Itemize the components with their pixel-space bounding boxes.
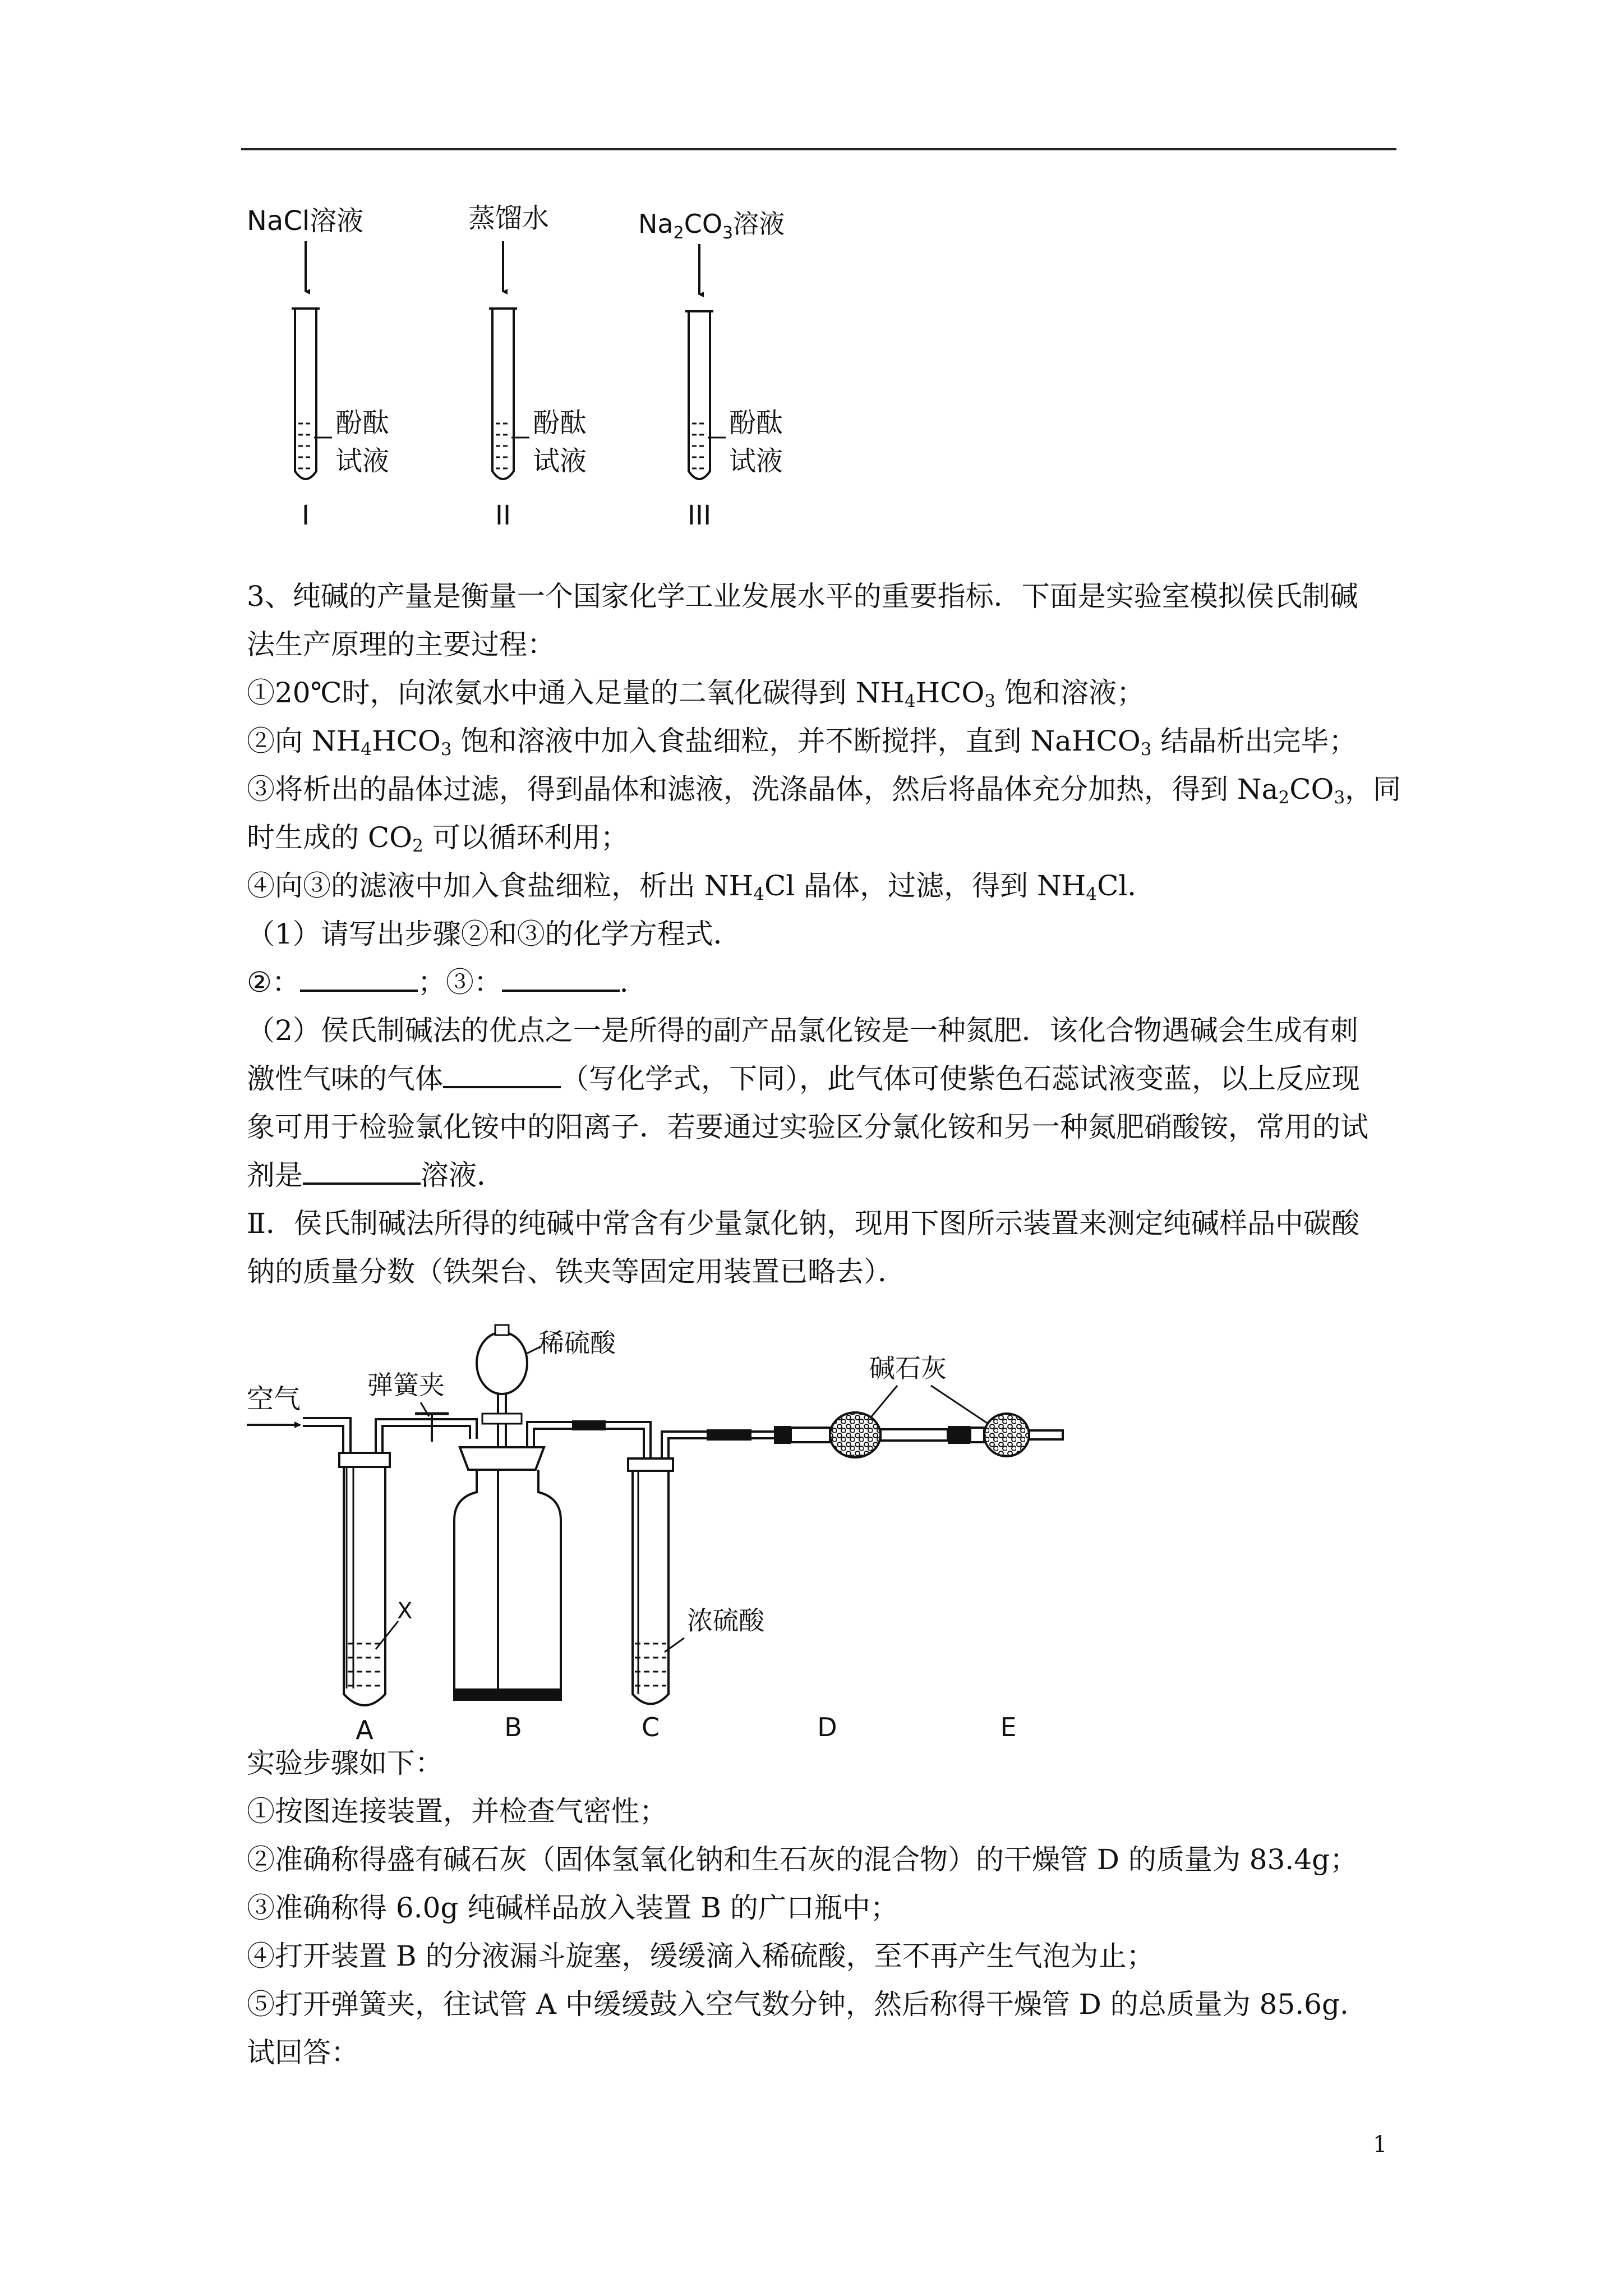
label-d: D bbox=[817, 1712, 837, 1742]
soda-lime-label: 碱石灰 bbox=[869, 1353, 947, 1383]
q3-part-1: （1）请写出步骤②和③的化学方程式． bbox=[247, 918, 741, 950]
bottle-b bbox=[454, 1447, 561, 1700]
clamp-label: 弹簧夹 bbox=[367, 1370, 445, 1400]
q3-part-2-line3: 象可用于检验氯化铵中的阳离子．若要通过实验区分氯化铵和另一种氮肥硝酸铵，常用的试 bbox=[247, 1111, 1368, 1143]
tube-1-indicator-2: 试液 bbox=[335, 445, 390, 477]
separating-funnel bbox=[477, 1325, 527, 1694]
answer-blank-2[interactable] bbox=[502, 958, 620, 992]
tube-2-label: II bbox=[495, 500, 511, 531]
tube-3-indicator-1: 酚酞 bbox=[729, 407, 783, 439]
label-c: C bbox=[641, 1712, 660, 1742]
section-ii-line2: 钠的质量分数（铁架台、铁夹等固定用装置已略去）． bbox=[247, 1255, 906, 1288]
step-5: ⑤打开弹簧夹，往试管 A 中缓缓鼓入空气数分钟，然后称得干燥管 D 的总质量为 85.6g. bbox=[247, 1988, 1349, 2021]
tube-1-indicator-1: 酚酞 bbox=[335, 407, 390, 439]
tube-3 bbox=[638, 209, 785, 531]
q3-part-2-line1: （2）侯氏制碱法的优点之一是所得的副产品氯化铵是一种氮肥．该化合物遇碱会生成有刺 bbox=[247, 1014, 1358, 1047]
tube-1-label: I bbox=[301, 500, 310, 531]
tube-2 bbox=[468, 203, 587, 531]
x-label: X bbox=[397, 1598, 413, 1624]
tube-a bbox=[339, 1453, 412, 1705]
q3-step-1: ①20℃时，向浓氨水中通入足量的二氧化碳得到 $NH_4HCO_3$ 饱和溶液； bbox=[247, 677, 1145, 711]
tube-2-indicator-1: 酚酞 bbox=[533, 407, 587, 439]
answer-blank-3[interactable] bbox=[443, 1055, 561, 1088]
answer-blank-1[interactable] bbox=[300, 958, 418, 992]
q3-part-1-answers: ②： ；③： ． bbox=[247, 958, 1413, 1006]
tube-3-label: III bbox=[687, 500, 712, 531]
label-e: E bbox=[1000, 1712, 1017, 1742]
tube-2-indicator-2: 试液 bbox=[533, 445, 587, 477]
q3-step-3-cont: 时生成的 $CO_2$ 可以循环利用； bbox=[247, 821, 629, 856]
q3-step-2: ②向 $NH_4HCO_3$ 饱和溶液中加入食盐细粒，并不断搅拌，直到 NaHCO$_3$ 结晶析出完毕； bbox=[247, 725, 1357, 760]
tube-3-reagent: $Na_2CO_3$溶液 bbox=[638, 209, 785, 243]
tube-3-indicator-2: 试液 bbox=[729, 445, 783, 477]
drying-tube-e bbox=[948, 1414, 1063, 1456]
answer-blank-4[interactable] bbox=[303, 1151, 421, 1185]
step-3: ③准确称得 6.0g 纯碱样品放入装置 B 的广口瓶中； bbox=[247, 1892, 898, 1924]
air-label: 空气 bbox=[247, 1383, 301, 1415]
tube-1-reagent: NaCl溶液 bbox=[247, 205, 364, 237]
section-ii-line1: Ⅱ．侯氏制碱法所得的纯碱中常含有少量氯化钠，现用下图所示装置来测定纯碱样品中碳酸 bbox=[247, 1207, 1359, 1240]
q3-part-2-line4: 剂是 溶液． bbox=[247, 1151, 1413, 1199]
q3-step-4: ④向③的滤液中加入食盐细粒，析出 $NH_4Cl$ 晶体，过滤，得到 $NH_4Cl$． bbox=[247, 869, 1156, 904]
dilute-acid-label: 稀硫酸 bbox=[538, 1328, 616, 1358]
step-2: ②准确称得盛有碱石灰（固体氢氧化钠和生石灰的混合物）的干燥管 D 的质量为 83.4g； bbox=[247, 1843, 1358, 1876]
drying-tube-d bbox=[774, 1412, 948, 1457]
answer-prompt: 试回答： bbox=[247, 2036, 359, 2069]
steps-title: 实验步骤如下： bbox=[247, 1747, 443, 1779]
step-4: ④打开装置 B 的分液漏斗旋塞，缓缓滴入稀硫酸，至不再产生气泡为止； bbox=[247, 1940, 1155, 1972]
label-a: A bbox=[356, 1715, 374, 1745]
header-rule bbox=[241, 148, 1396, 150]
q3-step-3: ③将析出的晶体过滤，得到晶体和滤液，洗涤晶体，然后将晶体充分加热，得到 $Na_2CO_3$，同 bbox=[247, 773, 1401, 808]
q3-intro-line1: 3、纯碱的产量是衡量一个国家化学工业发展水平的重要指标．下面是实验室模拟侯氏制碱 bbox=[247, 580, 1358, 613]
label-b: B bbox=[504, 1712, 522, 1742]
page-number: 1 bbox=[1373, 2132, 1387, 2157]
step-1: ①按图连接装置，并检查气密性； bbox=[247, 1795, 667, 1828]
tube-2-reagent: 蒸馏水 bbox=[468, 203, 550, 234]
tube-c bbox=[628, 1458, 765, 1704]
tube-1 bbox=[247, 205, 389, 531]
experiment-steps bbox=[247, 1739, 1413, 2077]
q3-part-2-line2: 激性气味的气体 （写化学式，下同），此气体可使紫色石蕊试液变蓝，以上反应现 bbox=[247, 1055, 1413, 1103]
question-3 bbox=[247, 572, 1413, 1296]
q3-intro-line2: 法生产原理的主要过程： bbox=[247, 628, 555, 661]
apparatus-figure bbox=[236, 1307, 1155, 1745]
test-tube-figure bbox=[236, 202, 864, 539]
conc-acid-label: 浓硫酸 bbox=[687, 1605, 764, 1636]
